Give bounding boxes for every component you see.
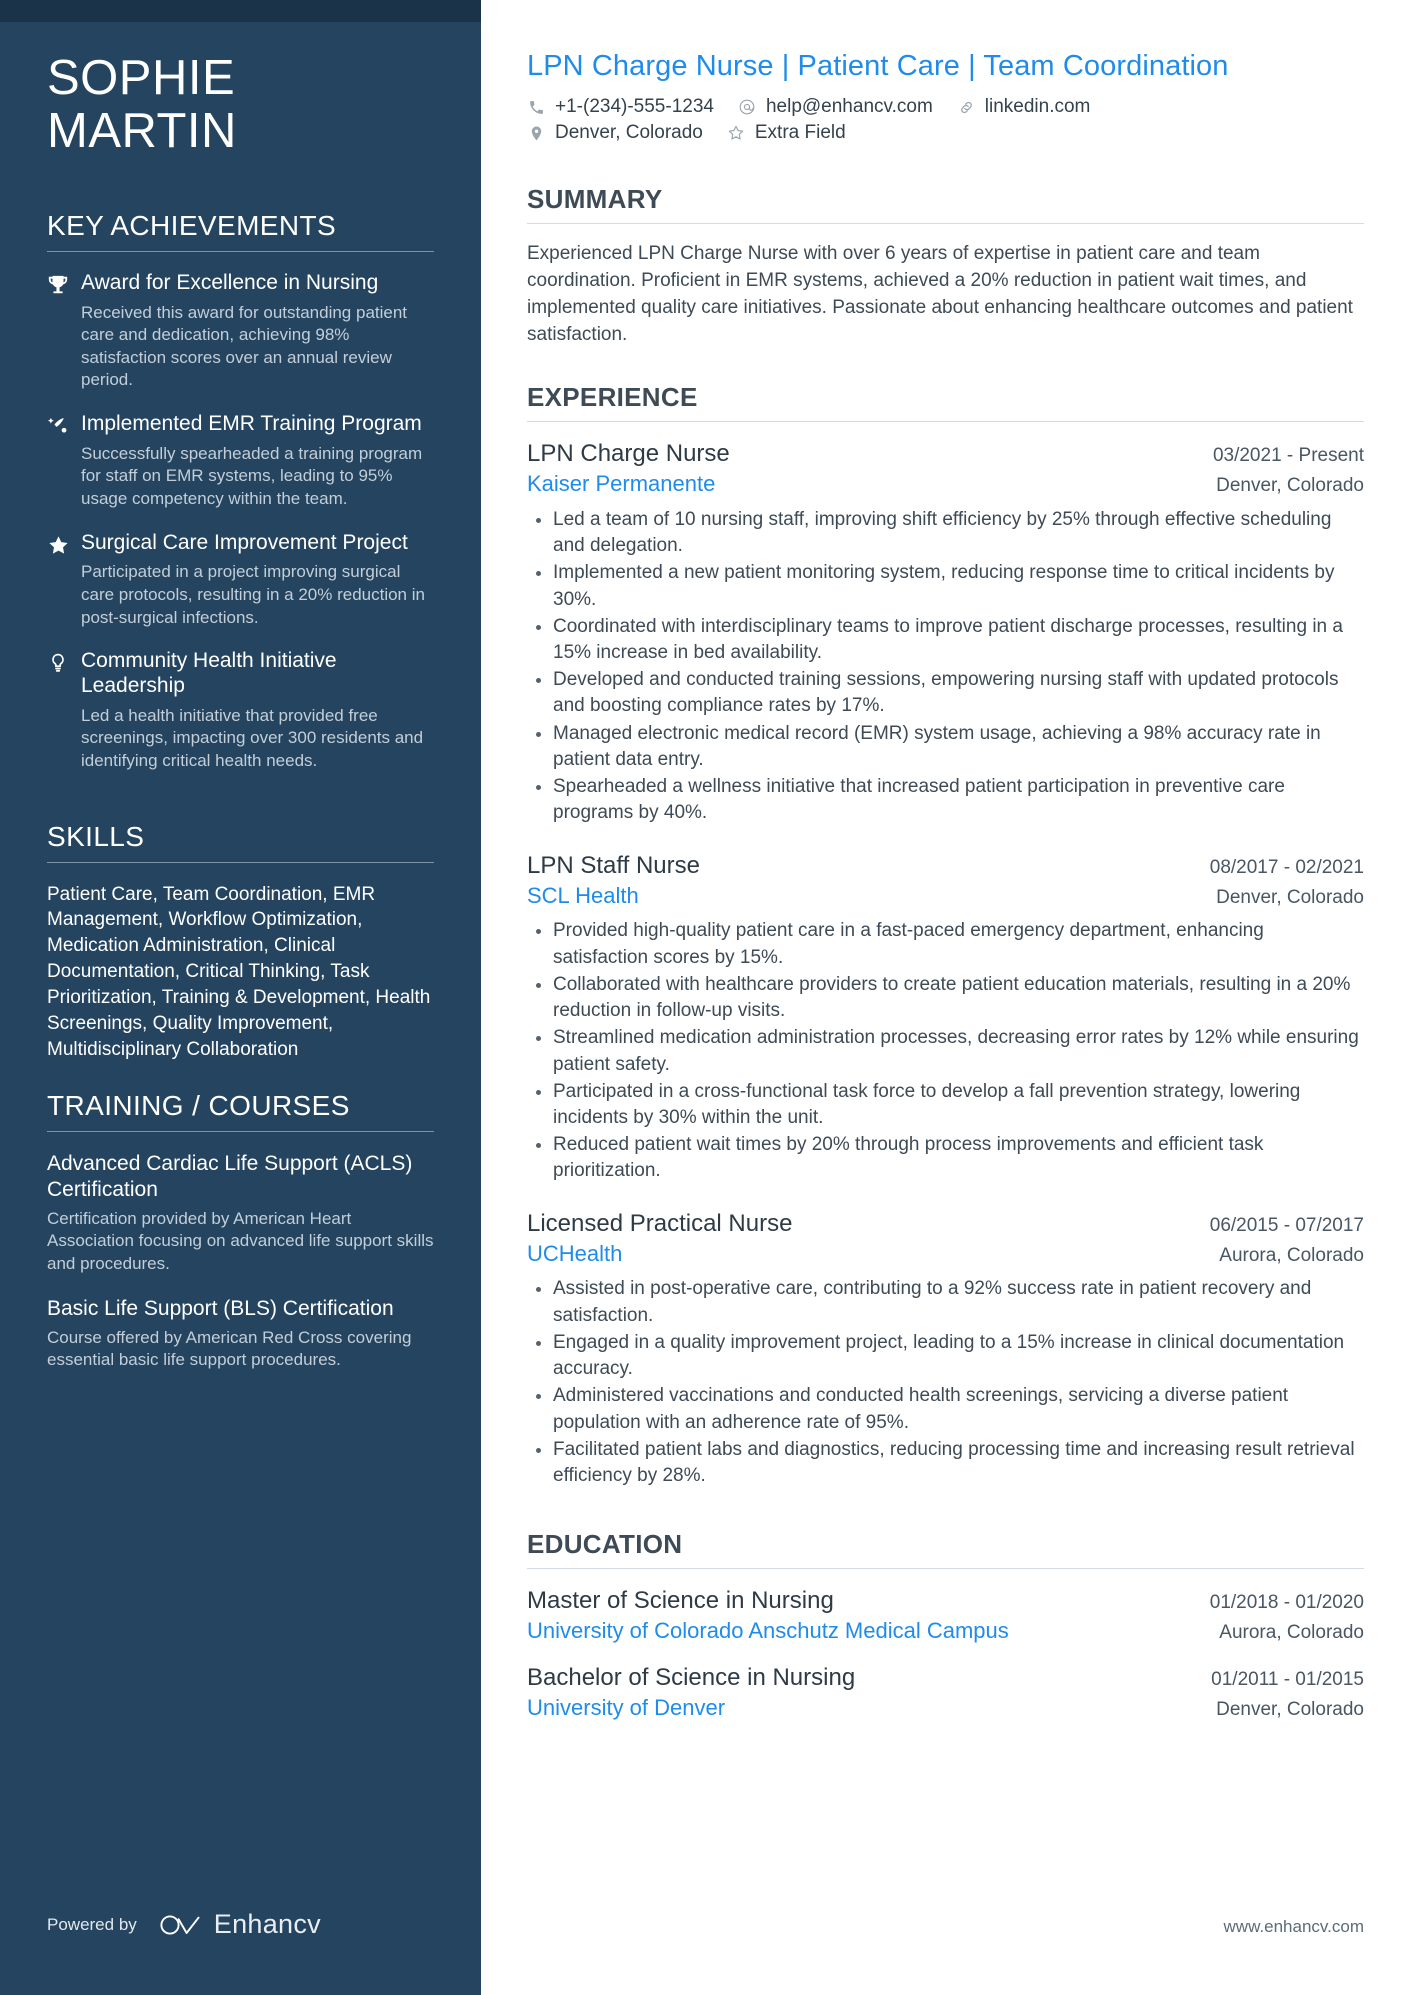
contact-extra-field-text: Extra Field — [754, 122, 846, 144]
job-bullet: Led a team of 10 nursing staff, improving shift efficiency by 25% through effective scheduling and delegation. — [553, 507, 1364, 559]
experience-entry — [527, 851, 1364, 1185]
candidate-first-name: SOPHIE — [47, 51, 236, 105]
main-content — [481, 0, 1410, 1995]
course-title: Basic Life Support (BLS) Certification — [47, 1296, 394, 1320]
key-achievements-heading: KEY ACHIEVEMENTS — [47, 209, 337, 241]
summary-heading: SUMMARY — [527, 184, 663, 215]
divider — [527, 421, 1364, 422]
divider — [47, 251, 434, 252]
job-title: LPN Charge Nurse — [527, 440, 730, 468]
contact-email-text: help@enhancv.com — [765, 96, 933, 118]
section-skills — [47, 821, 434, 1063]
section-education — [527, 1529, 1364, 1722]
job-bullet: Administered vaccinations and conducted health screenings, servicing a diverse patient population with an adherence rate of 95%. — [553, 1383, 1364, 1435]
enhancv-mark-icon — [159, 1912, 203, 1938]
divider — [527, 1568, 1364, 1569]
spacer — [527, 1513, 1364, 1529]
location-pin-icon — [527, 124, 546, 143]
lightbulb-icon — [47, 649, 81, 772]
job-location: Aurora, Colorado — [1219, 1244, 1364, 1266]
star-outline-icon — [727, 124, 746, 143]
contact-location — [527, 122, 703, 144]
powered-by-label: Powered by — [47, 1914, 137, 1934]
summary-text: Experienced LPN Charge Nurse with over 6 years of expertise in patient care and team coordination. Proficient in EMR systems, achieved a 20% reduction in patient wait times, and implemented quality care initiatives. Passionate about enhancing healthcare outcomes and patient satisfaction. — [527, 243, 1353, 346]
job-title: LPN Staff Nurse — [527, 851, 700, 879]
skills-heading: SKILLS — [47, 820, 145, 852]
contact-row-primary — [527, 96, 1364, 118]
company-name[interactable]: SCL Health — [527, 882, 639, 908]
experience-entry — [527, 439, 1364, 826]
course-item — [47, 1151, 434, 1275]
achievement-description: Received this award for outstanding patient care and dedication, achieving 98% satisfaction scores over an annual review period. — [81, 302, 408, 390]
job-bullets — [527, 507, 1364, 827]
achievement-description: Led a health initiative that provided free screenings, impacting over 300 residents and identifying critical health needs. — [81, 705, 424, 770]
job-bullet: Provided high-quality patient care in a fast-paced emergency department, enhancing satisfaction scores by 15%. — [553, 918, 1364, 970]
contact-location-text: Denver, Colorado — [555, 122, 703, 144]
school-name[interactable]: University of Colorado Anschutz Medical Campus — [527, 1618, 1009, 1644]
course-description: Course offered by American Red Cross covering essential basic life support procedures. — [47, 1327, 412, 1370]
degree-dates: 01/2011 - 01/2015 — [1211, 1669, 1364, 1690]
job-bullets — [527, 1276, 1364, 1489]
candidate-last-name: MARTIN — [47, 103, 237, 158]
contact-info — [527, 96, 1364, 144]
section-summary — [527, 184, 1364, 349]
contact-extra-field — [727, 122, 846, 144]
enhancv-wordmark: Enhancv — [213, 1909, 321, 1939]
achievement-item — [47, 412, 434, 511]
trophy-icon — [47, 271, 81, 392]
job-bullet: Implemented a new patient monitoring system, reducing response time to critical incidents by 30%. — [553, 560, 1364, 612]
job-bullet: Spearheaded a wellness initiative that increased patient participation in preventive care programs by 40%. — [553, 774, 1364, 826]
powered-by-footer — [47, 1909, 321, 1940]
job-location: Denver, Colorado — [1216, 475, 1364, 497]
job-bullet: Facilitated patient labs and diagnostics, reducing processing time and increasing result retrieval efficiency by 28%. — [553, 1437, 1364, 1489]
site-url: www.enhancv.com — [1223, 1917, 1364, 1936]
school-location: Aurora, Colorado — [1219, 1622, 1364, 1644]
achievement-item — [47, 531, 434, 630]
section-training-courses — [47, 1090, 434, 1372]
school-location: Denver, Colorado — [1216, 1699, 1364, 1720]
education-heading: EDUCATION — [527, 1529, 683, 1560]
email-icon — [738, 98, 757, 117]
job-bullet: Streamlined medication administration processes, decreasing error rates by 12% while ensuring patient safety. — [553, 1025, 1364, 1077]
course-title: Advanced Cardiac Life Support (ACLS) Certification — [47, 1152, 413, 1201]
job-bullet: Reduced patient wait times by 20% through process improvements and efficient task prioritization. — [553, 1132, 1364, 1184]
achievement-item — [47, 649, 434, 772]
professional-headline: LPN Charge Nurse | Patient Care | Team Coordination — [527, 50, 1229, 82]
contact-linkedin[interactable] — [957, 96, 1091, 118]
experience-heading: EXPERIENCE — [527, 382, 698, 413]
achievement-item — [47, 271, 434, 392]
job-bullet: Participated in a cross-functional task force to develop a fall prevention strategy, lowering incidents by 30% within the unit. — [553, 1079, 1364, 1131]
job-title: Licensed Practical Nurse — [527, 1209, 793, 1237]
divider — [47, 1131, 434, 1132]
degree-dates: 01/2018 - 01/2020 — [1209, 1592, 1364, 1614]
section-experience — [527, 382, 1364, 1489]
contact-email[interactable] — [738, 96, 933, 118]
link-icon — [957, 98, 976, 117]
course-description: Certification provided by American Heart Association focusing on advanced life support skills and procedures. — [47, 1208, 434, 1273]
company-name[interactable]: Kaiser Permanente — [527, 471, 716, 497]
section-key-achievements — [47, 210, 434, 773]
achievement-title: Surgical Care Improvement Project — [81, 530, 408, 554]
sparkle-icon — [47, 412, 81, 511]
spacer — [47, 793, 434, 821]
job-dates: 08/2017 - 02/2021 — [1209, 856, 1364, 878]
achievement-description: Successfully spearheaded a training program for staff on EMR systems, leading to 95% usage competency within the team. — [81, 443, 423, 508]
achievement-description: Participated in a project improving surgical care protocols, resulting in a 20% reduction in post-surgical infections. — [81, 562, 425, 627]
enhancv-logo — [159, 1909, 321, 1940]
contact-phone-text: +1-(234)-555-1234 — [555, 96, 714, 118]
sidebar — [0, 0, 481, 1995]
contact-phone[interactable] — [527, 96, 714, 118]
job-bullet: Coordinated with interdisciplinary teams to improve patient discharge processes, resulting in a 15% increase in bed availability. — [553, 614, 1364, 666]
job-bullet: Engaged in a quality improvement project, leading to a 15% increase in clinical documentation accuracy. — [553, 1330, 1364, 1382]
job-bullet: Assisted in post-operative care, contributing to a 92% success rate in patient recovery and satisfaction. — [553, 1276, 1364, 1328]
achievement-title: Community Health Initiative Leadership — [81, 649, 337, 697]
job-dates: 06/2015 - 07/2017 — [1209, 1214, 1364, 1236]
divider — [527, 223, 1364, 224]
job-dates: 03/2021 - Present — [1212, 445, 1364, 467]
job-bullet: Collaborated with healthcare providers to create patient education materials, resulting in a 20% reduction in follow-up visits. — [553, 972, 1364, 1024]
contact-linkedin-text: linkedin.com — [984, 96, 1091, 118]
degree-title: Master of Science in Nursing — [527, 1587, 834, 1615]
school-name[interactable]: University of Denver — [527, 1695, 726, 1720]
contact-row-secondary — [527, 122, 1364, 144]
job-location: Denver, Colorado — [1216, 886, 1364, 908]
degree-title: Bachelor of Science in Nursing — [527, 1664, 856, 1691]
star-icon — [47, 531, 81, 630]
achievement-title: Implemented EMR Training Program — [81, 412, 422, 436]
company-name[interactable]: UCHealth — [527, 1240, 623, 1266]
experience-entry — [527, 1209, 1364, 1490]
candidate-name — [47, 52, 434, 158]
course-item — [47, 1296, 434, 1372]
phone-icon — [527, 98, 546, 117]
training-courses-heading: TRAINING / COURSES — [47, 1090, 350, 1122]
sidebar-top-strip — [0, 0, 481, 22]
job-bullet: Developed and conducted training sessions, empowering nursing staff with updated protocols and boosting compliance rates by 17%. — [553, 667, 1364, 719]
skills-list: Patient Care, Team Coordination, EMR Management, Workflow Optimization, Medication Administration, Clinical Documentation, Critical Thinking, Task Prioritization, Training & Development, Health Screenings, Quality Improvement, Multidisciplinary Collaboration — [47, 883, 431, 1060]
education-entry — [527, 1663, 1364, 1722]
job-bullet: Managed electronic medical record (EMR) system usage, achieving a 98% accuracy rate in patient data entry. — [553, 721, 1364, 773]
achievement-title: Award for Excellence in Nursing — [81, 270, 379, 294]
spacer — [47, 1062, 434, 1090]
divider — [47, 862, 434, 863]
education-entry — [527, 1586, 1364, 1645]
job-bullets — [527, 918, 1364, 1184]
